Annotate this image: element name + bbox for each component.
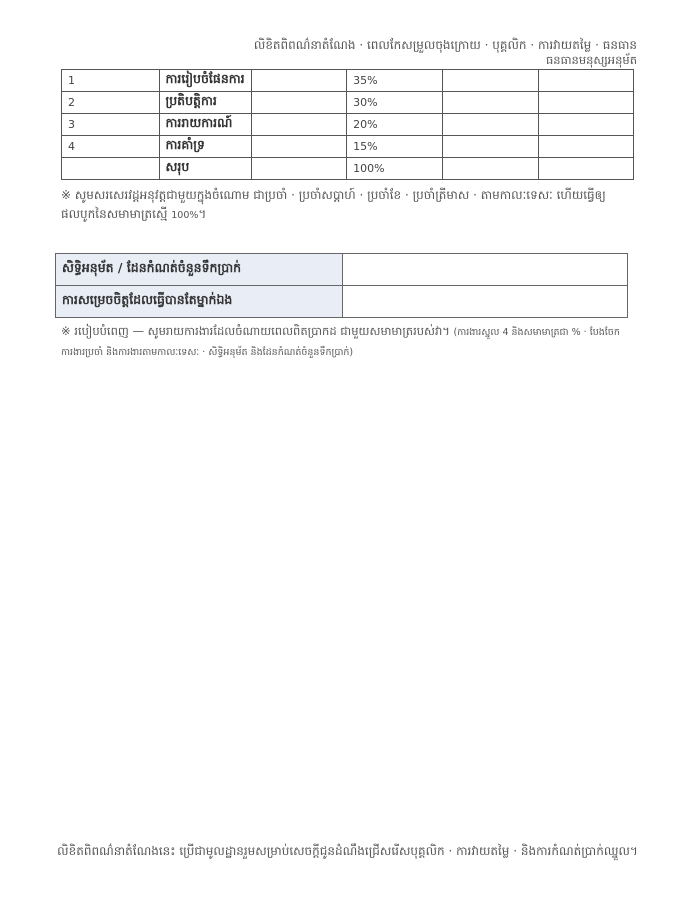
authority-value-decision[interactable] xyxy=(343,286,628,318)
task-blank-cell[interactable] xyxy=(443,92,538,114)
task-number: 3 xyxy=(62,114,160,136)
weight-note-end: ។ xyxy=(198,207,207,221)
authority-value-approval[interactable] xyxy=(343,254,628,286)
task-blank-cell[interactable] xyxy=(443,136,538,158)
task-row xyxy=(62,158,634,180)
task-row xyxy=(62,114,634,136)
weight-note-text: ※ សូមសរសេរវដ្តអនុវត្តជាមួយក្នុងចំណោម ជាប្រចាំ · ប្រចាំសប្តាហ៍ · ប្រចាំខែ · ប្រចាំត្រីមាស · តាមកាលៈទេសៈ ហើយធ្វើឲ្យផលបូកនៃសមាមាត្រស្មើ xyxy=(61,188,606,221)
task-blank-cell[interactable] xyxy=(251,114,346,136)
task-blank-cell[interactable] xyxy=(443,70,538,92)
task-row xyxy=(62,136,634,158)
authority-row-approval xyxy=(56,254,628,286)
task-blank-cell[interactable] xyxy=(443,114,538,136)
fill-guide-detail: (ការងារស្នូល 4 និងសមាមាត្រជា % · បែងចែកការងារប្រចាំ និងការងារតាមកាលៈទេសៈ · សិទ្ធិអនុម័ត និងដែនកំណត់ចំនួនទឹកប្រាក់) xyxy=(61,327,620,358)
fill-guide-note xyxy=(61,322,641,362)
task-blank-cell[interactable] xyxy=(538,70,633,92)
document-header xyxy=(254,38,637,68)
task-row xyxy=(62,92,634,114)
task-number: 2 xyxy=(62,92,160,114)
task-blank-cell[interactable] xyxy=(251,70,346,92)
task-blank-cell[interactable] xyxy=(538,158,633,180)
task-number xyxy=(62,158,160,180)
task-blank-cell[interactable] xyxy=(538,92,633,114)
task-blank-cell[interactable] xyxy=(251,92,346,114)
task-name: ប្រតិបត្តិការ xyxy=(159,92,251,114)
task-weight: 20% xyxy=(347,114,443,136)
task-weight: 15% xyxy=(347,136,443,158)
task-name: ការរៀបចំផែនការ xyxy=(159,70,251,92)
task-name: ការរាយការណ៍ xyxy=(159,114,251,136)
task-row xyxy=(62,70,634,92)
task-number: 1 xyxy=(62,70,160,92)
weight-note xyxy=(61,186,634,225)
task-weight: 35% xyxy=(347,70,443,92)
task-weight: 100% xyxy=(347,158,443,180)
task-blank-cell[interactable] xyxy=(538,114,633,136)
task-name: ការគាំទ្រ xyxy=(159,136,251,158)
task-blank-cell[interactable] xyxy=(251,158,346,180)
fill-guide-text: ※ របៀបបំពេញ — សូមរាយការងារដែលចំណាយពេលពិតប្រាកដ ជាមួយសមាមាត្ររបស់វា។ xyxy=(61,324,450,338)
weight-note-total: 100% xyxy=(171,210,199,221)
task-weight: 30% xyxy=(347,92,443,114)
task-weight-table xyxy=(61,69,634,180)
task-blank-cell[interactable] xyxy=(538,136,633,158)
authority-row-decision xyxy=(56,286,628,318)
task-blank-cell[interactable] xyxy=(443,158,538,180)
authority-table xyxy=(55,253,628,318)
header-line-2: ធនធានមនុស្សអនុម័ត xyxy=(545,53,637,67)
task-blank-cell[interactable] xyxy=(251,136,346,158)
task-name: សរុប xyxy=(159,158,251,180)
header-line-1: លិខិតពិពណ៌នាតំណែង · ពេលកែសម្រួលចុងក្រោយ · បុគ្គលិក · ការវាយតម្លៃ · ធនធាន xyxy=(253,38,637,52)
authority-label-approval: សិទ្ធិអនុម័ត / ដែនកំណត់ចំនួនទឹកប្រាក់ xyxy=(56,254,343,286)
task-number: 4 xyxy=(62,136,160,158)
authority-label-decision: ការសម្រេចចិត្តដែលធ្វើបានតែម្នាក់ឯង xyxy=(56,286,343,318)
document-footer: លិខិតពិពណ៌នាតំណែងនេះ ប្រើជាមូលដ្ឋានរួមសម្រាប់សេចក្តីជូនដំណឹងជ្រើសរើសបុគ្គលិក · ការវាយតម្លៃ · និងការកំណត់ប្រាក់ឈ្នួល។ xyxy=(57,844,638,858)
